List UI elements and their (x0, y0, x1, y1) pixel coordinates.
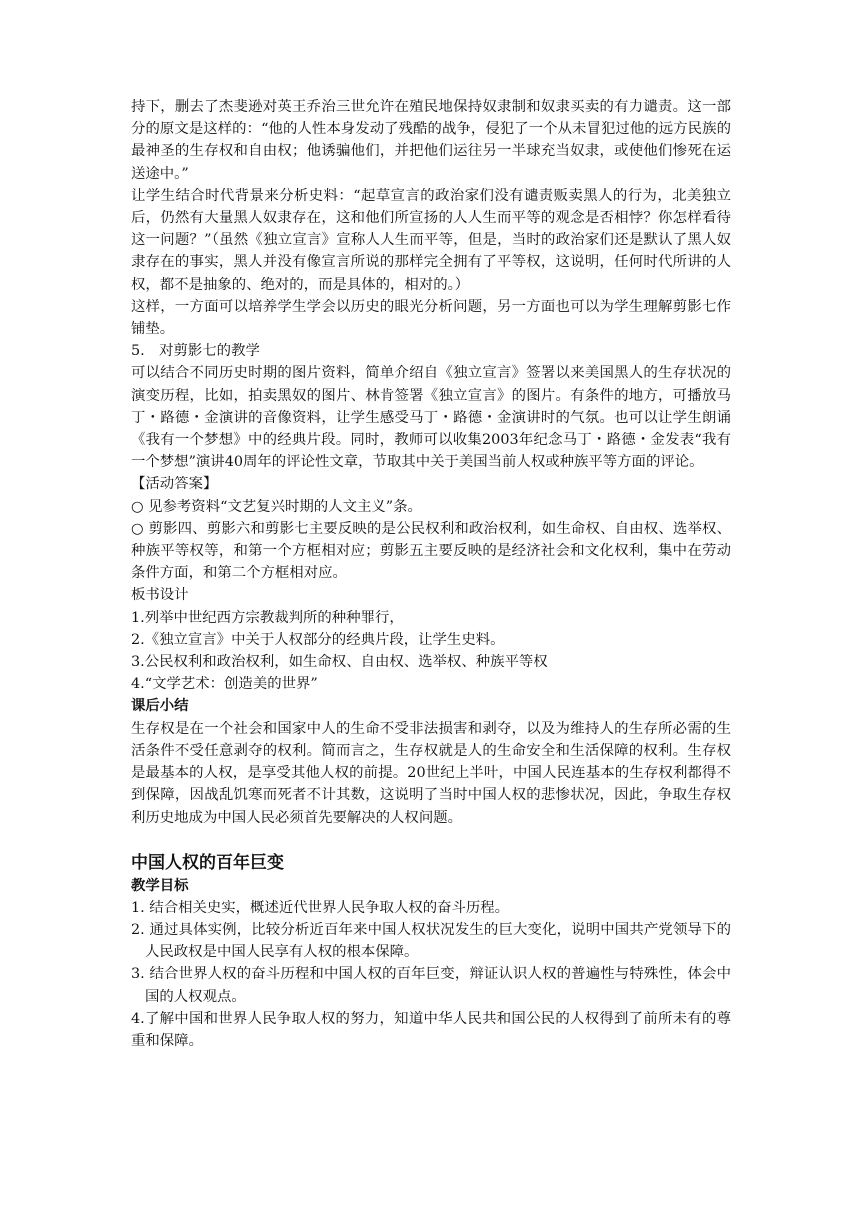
goal-item-1: 1. 结合相关史实，概述近代世界人民争取人权的奋斗历程。 (131, 899, 510, 916)
document-page (131, 96, 731, 1052)
heading-teaching-silhouette-7: 5. 对剪影七的教学 (131, 343, 260, 360)
board-item-2: 2.《独立宣言》中关于人权部分的经典片段，让学生史料。 (131, 631, 505, 648)
goal-item-3: 3. 结合世界人权的奋斗历程和中国人权的百年巨变，辩证认识人权的普遍性与特殊性，体会中国的人权观点。 (131, 966, 731, 1005)
paragraph-analysis: 让学生结合时代背景来分析史料：“起草宣言的政治家们没有谴责贩卖黑人的行为，北美独立后，仍然有大量黑人奴隶存在，这和他们所宣扬的人人生而平等的观念是否相悖？你怎样看待这一问题？”（虽然《独立宣言》宣称人人生而平等，但是，当时的政治家们还是默认了黑人奴隶存在的事实，黑人并没有像宣言所说的那样完全拥有了平等权，这说明，任何时代所讲的人权，都不是抽象的、绝对的，而是具体的，相对的。） (131, 187, 731, 293)
board-item-4: 4.“文学艺术：创造美的世界” (131, 676, 318, 693)
board-item-1: 1.列举中世纪西方宗教裁判所的种种罪行， (131, 609, 404, 626)
summary-text: 生存权是在一个社会和国家中人的生命不受非法损害和剥夺，以及为维持人的生存所必需的生活条件不受任意剥夺的权利。简而言之，生存权就是人的生命安全和生活保障的权利。生存权是最基本的人权，是享受其他人权的前提。20世纪上半叶，中国人民连基本的生存权利都得不到保障，因战乱饥寒而死者不计其数，这说明了当时中国人权的悲惨状况，因此，争取生存权利历史地成为中国人民必须首先要解决的人权问题。 (131, 720, 731, 826)
goal-item-2: 2. 通过具体实例，比较分析近百年来中国人权状况发生的巨大变化，说明中国共产党领导下的人民政权是中国人民享有人权的根本保障。 (131, 921, 731, 961)
board-item-3: 3.公民权利和政治权利，如生命权、自由权、选举权、种族平等权 (131, 654, 548, 671)
paragraph-teaching-silhouette-7: 可以结合不同历史时期的图片资料，简单介绍自《独立宣言》签署以来美国黑人的生存状况的演变历程，比如，拍卖黑奴的图片、林肯签署《独立宣言》的图片。有条件的地方，可播放马丁・路德・金演讲的音像资料，让学生感受马丁・路德・金演讲时的气氛。也可以让学生朗诵《我有一个梦想》中的经典片段。同时，教师可以收集2003年纪念马丁・路德・金发表“我有一个梦想”演讲40周年的评论性文章，节取其中关于美国当前人权或种族平等方面的评论。 (131, 365, 731, 471)
paragraph-prepare: 这样，一方面可以培养学生学会以历史的眼光分析问题，另一方面也可以为学生理解剪影七作铺垫。 (131, 298, 731, 338)
goals-heading: 教学目标 (131, 877, 189, 894)
section-title: 中国人权的百年巨变 (131, 852, 284, 873)
summary-heading: 课后小结 (131, 697, 189, 715)
board-design-heading: 板书设计 (131, 587, 189, 604)
paragraph-jefferson: 持下，删去了杰斐逊对英王乔治三世允许在殖民地保持奴隶制和奴隶买卖的有力谴责。这一部分的原文是这样的：“他的人性本身发动了残酷的战争，侵犯了一个从未冒犯过他的远方民族的最神圣的生存权和自由权；他诱骗他们，并把他们运往另一半球充当奴隶，或使他们惨死在运送途中。” (131, 99, 731, 182)
activity-answer-1: ○ 见参考资料“文艺复兴时期的人文主义”条。 (131, 498, 422, 515)
goal-item-4: 4.了解中国和世界人民争取人权的努力，知道中华人民共和国公民的人权得到了前所未有的尊重和保障。 (131, 1010, 731, 1049)
section-spacer (131, 829, 731, 851)
activity-answers-heading: 【活动答案】 (131, 476, 218, 493)
activity-answer-2: ○ 剪影四、剪影六和剪影七主要反映的是公民权利和政治权利，如生命权、自由权、选举权、种族平等权等，和第一个方框相对应；剪影五主要反映的是经济社会和文化权利，集中在劳动条件方面，和第二个方框相对应。 (131, 520, 731, 582)
